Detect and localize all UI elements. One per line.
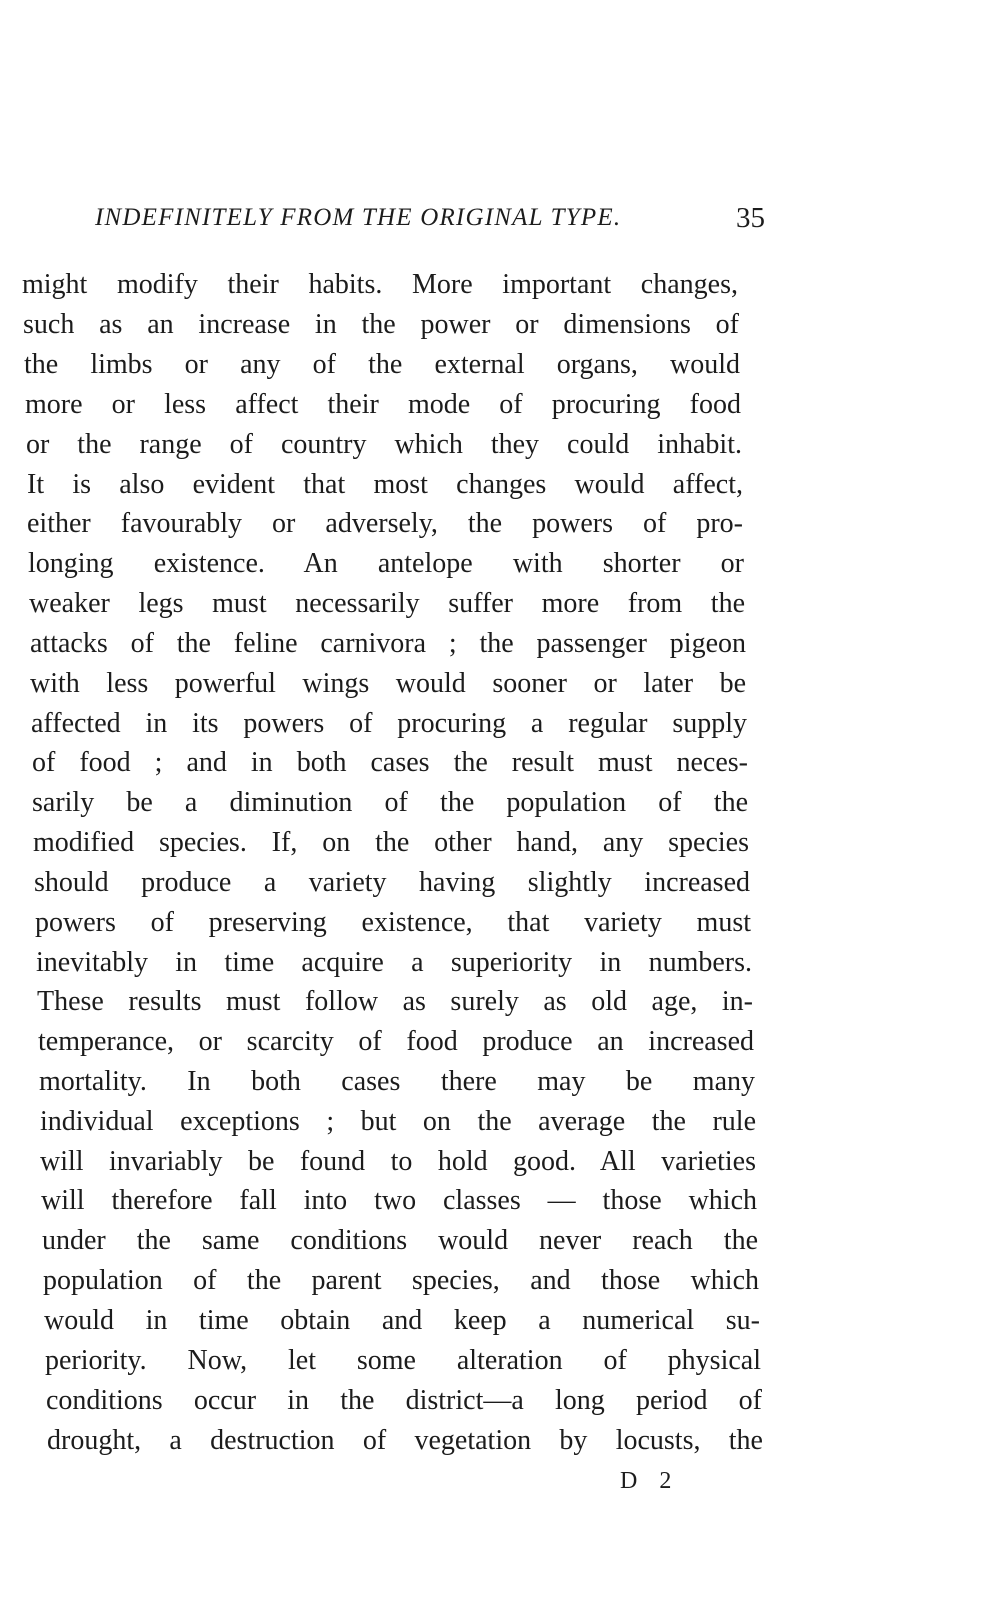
text-line: drought, a destruction of vegetation by locusts, the: [47, 1425, 763, 1456]
text-line: or the range of country which they could inhabit.: [26, 429, 742, 460]
text-line: with less powerful wings would sooner or later be: [30, 668, 746, 699]
text-line: periority. Now, let some alteration of physical: [45, 1345, 761, 1376]
text-line: temperance, or scarcity of food produce an increased: [38, 1026, 754, 1057]
text-line: either favourably or adversely, the powers of pro-: [27, 508, 743, 539]
text-line: These results must follow as surely as old age, in-: [37, 986, 753, 1017]
text-line: attacks of the feline carnivora ; the passenger pigeon: [30, 628, 746, 659]
text-line: might modify their habits. More important changes,: [22, 269, 738, 300]
running-title: INDEFINITELY FROM THE ORIGINAL TYPE.: [95, 204, 622, 231]
text-line: mortality. In both cases there may be many: [39, 1066, 755, 1097]
text-line: would in time obtain and keep a numerical su-: [44, 1305, 760, 1336]
text-line: population of the parent species, and those which: [43, 1265, 759, 1296]
text-line: powers of preserving existence, that variety must: [35, 907, 751, 938]
text-line: longing existence. An antelope with shorter or: [28, 548, 744, 579]
text-line: inevitably in time acquire a superiority in numbers.: [36, 947, 752, 978]
text-line: sarily be a diminution of the population of the: [32, 787, 748, 818]
text-line: such as an increase in the power or dimensions of: [23, 309, 739, 340]
text-line: weaker legs must necessarily suffer more from the: [29, 588, 745, 619]
text-line: more or less affect their mode of procuring food: [25, 389, 741, 420]
page-number: 35: [736, 202, 765, 234]
text-line: modified species. If, on the other hand, any species: [33, 827, 749, 858]
signature-mark: D 2: [620, 1468, 680, 1494]
text-line: of food ; and in both cases the result must neces-: [32, 747, 748, 778]
text-line: affected in its powers of procuring a regular supply: [31, 708, 747, 739]
text-line: It is also evident that most changes would affect,: [27, 469, 743, 500]
text-line: will invariably be found to hold good. All varieties: [40, 1146, 756, 1177]
text-line: the limbs or any of the external organs, would: [24, 349, 740, 380]
text-line: conditions occur in the district—a long period of: [46, 1385, 762, 1416]
text-line: will therefore fall into two classes — those which: [41, 1185, 757, 1216]
text-line: under the same conditions would never reach the: [42, 1225, 758, 1256]
text-line: should produce a variety having slightly increased: [34, 867, 750, 898]
text-line: individual exceptions ; but on the average the rule: [40, 1106, 756, 1137]
